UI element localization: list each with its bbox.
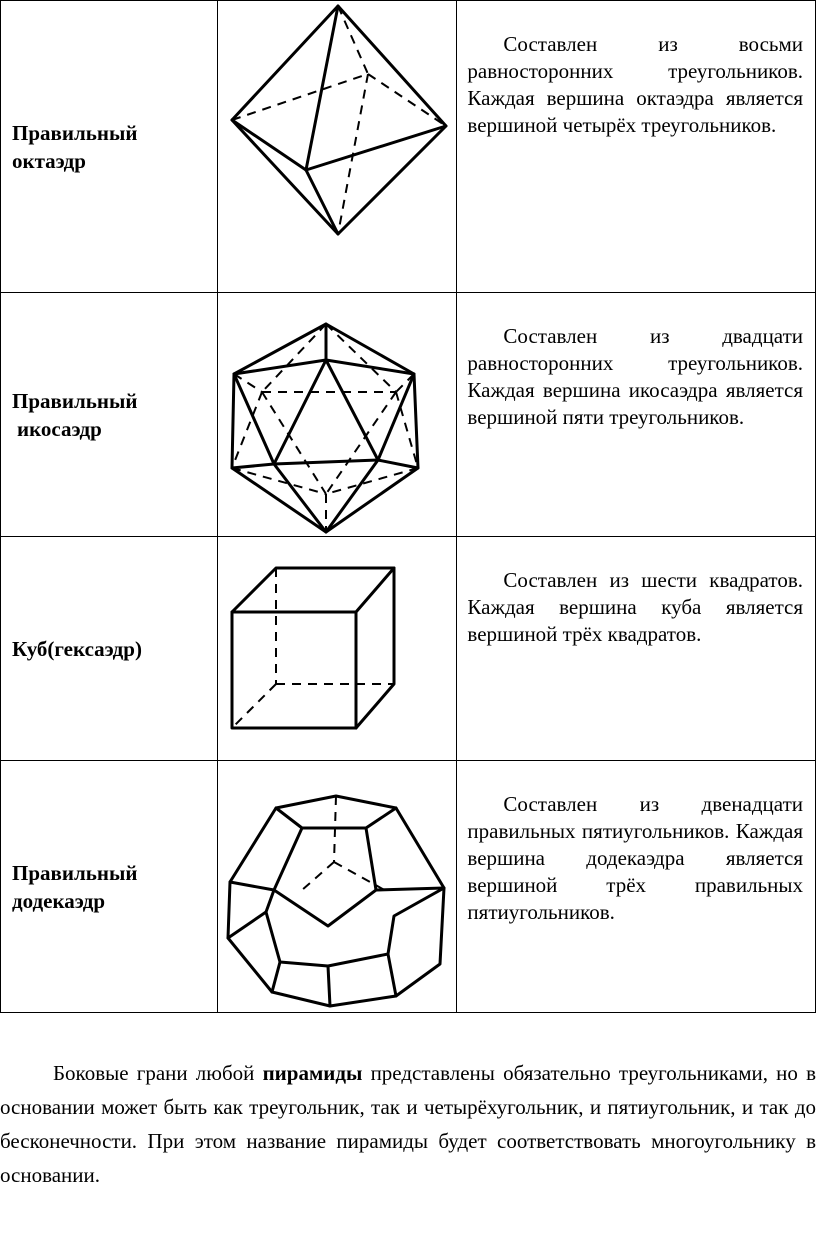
name-cell-cube <box>1 537 218 761</box>
paragraph-part1: Боковые грани любой <box>53 1061 263 1085</box>
description-text: Составлен из восьми равносторонних треугольников. Каждая вершина октаэдра является вершиной четырёх треугольников. <box>467 32 803 137</box>
description-cell-dodecahedron <box>457 761 816 1013</box>
octahedron-solid-edges <box>232 6 446 234</box>
figure-cell-cube <box>218 537 457 761</box>
paragraph-text <box>0 1056 816 1192</box>
dodecahedron-figure <box>218 762 456 1012</box>
icosahedron-figure <box>218 294 456 536</box>
dodecahedron-solid-edges <box>228 796 444 1006</box>
name-line1: Правильный <box>12 120 138 145</box>
octahedron-hidden-edges <box>232 6 446 234</box>
figure-cell-octahedron <box>218 1 457 293</box>
description-text: Составлен из двадцати равносторонних треугольников. Каждая вершина икосаэдра является вершиной пяти треугольников. <box>467 324 803 429</box>
name-cell-dodecahedron <box>1 761 218 1013</box>
table-row-dodecahedron <box>1 761 816 1013</box>
cube-hidden-edges <box>232 568 394 728</box>
figure-cell-dodecahedron <box>218 761 457 1013</box>
name-line1: Правильный <box>12 860 138 885</box>
name-line1: Правильный <box>12 388 138 413</box>
name-line2: додекаэдр <box>12 888 106 913</box>
paragraph-part2: представлены обязательно треугольниками, но в основании может быть как треугольник, так и четырёхугольник, и пятиугольник, и так до бесконечности. При этом название пирамиды будет соответствовать многоугольнику в основании. <box>0 1061 816 1187</box>
name-line1: Куб(гексаэдр) <box>12 636 142 661</box>
figure-cell-icosahedron <box>218 293 457 537</box>
table-row-octahedron <box>1 1 816 293</box>
name-cell-octahedron <box>1 1 218 293</box>
description-text: Составлен из двенадцати правильных пятиугольников. Каждая вершина додекаэдра является вершиной трёх правильных пятиугольников. <box>467 792 803 924</box>
description-text: Составлен из шести квадратов. Каждая вершина куба является вершиной трёх квадратов. <box>467 568 803 646</box>
table-row-icosahedron <box>1 293 816 537</box>
cube-figure <box>218 538 456 760</box>
cube-solid-edges <box>232 568 394 728</box>
description-cell-octahedron <box>457 1 816 293</box>
description-cell-icosahedron <box>457 293 816 537</box>
paragraph-bold-term: пирамиды <box>262 1061 363 1085</box>
octahedron-figure <box>218 2 456 292</box>
description-cell-cube <box>457 537 816 761</box>
table-row-cube <box>1 537 816 761</box>
name-line2: икосаэдр <box>17 416 102 441</box>
name-line2: октаэдр <box>12 148 86 173</box>
name-cell-icosahedron <box>1 293 218 537</box>
pyramid-paragraph <box>0 1056 816 1192</box>
